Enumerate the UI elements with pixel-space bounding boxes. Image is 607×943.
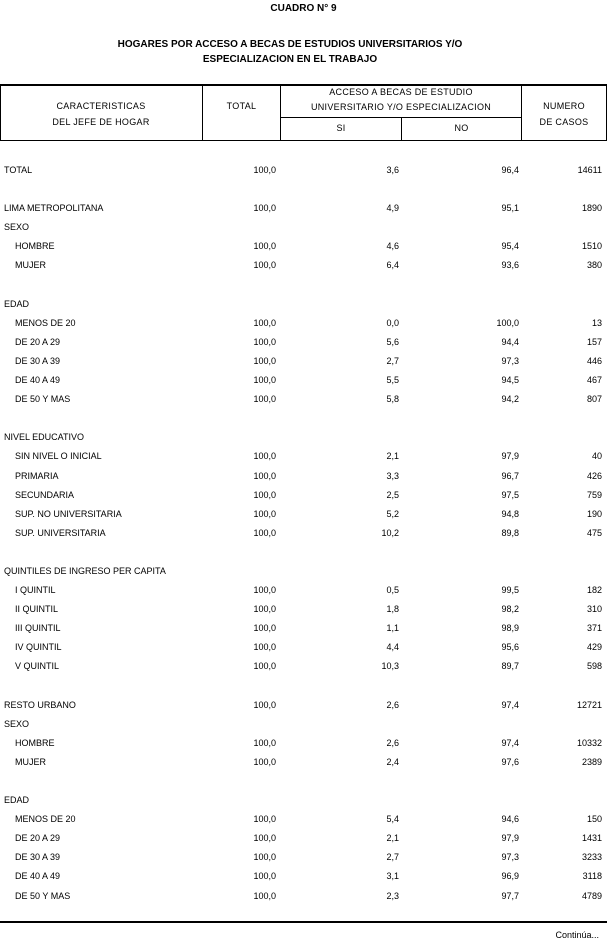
table-row [0, 791, 607, 810]
cell-casos: 759 [586, 489, 602, 500]
table-row [0, 390, 607, 409]
cell-casos: 310 [586, 604, 602, 615]
cell-si: 5,5 [386, 375, 399, 386]
cell-si: 4,4 [386, 642, 399, 653]
cell-no: 94,4 [501, 336, 519, 347]
row-label: DE 30 A 39 [15, 355, 61, 366]
row-label: DE 20 A 29 [15, 833, 61, 844]
header-subrule [280, 117, 522, 118]
cell-casos: 598 [586, 661, 602, 672]
table-row [0, 810, 607, 829]
table-row [0, 562, 607, 581]
spacer-row [0, 276, 607, 295]
table-row [0, 887, 607, 906]
cell-total: 100,0 [253, 871, 276, 882]
table-row [0, 295, 607, 314]
cell-si: 4,6 [386, 241, 399, 252]
row-label: I QUINTIL [15, 585, 56, 596]
cell-si: 5,4 [386, 814, 399, 825]
cell-si: 1,1 [386, 623, 399, 634]
cell-si: 2,5 [386, 489, 399, 500]
row-label: MUJER [15, 260, 46, 271]
cell-no: 94,5 [501, 375, 519, 386]
table-row [0, 447, 607, 466]
cell-total: 100,0 [253, 527, 276, 538]
table-row [0, 696, 607, 715]
table-row [0, 467, 607, 486]
cell-casos: 371 [586, 623, 602, 634]
cell-total: 100,0 [253, 508, 276, 519]
table-row [0, 333, 607, 352]
cell-total: 100,0 [253, 852, 276, 863]
cell-total: 100,0 [253, 737, 276, 748]
cell-no: 97,9 [501, 451, 519, 462]
cell-total: 100,0 [253, 375, 276, 386]
cell-total: 100,0 [253, 756, 276, 767]
spacer-row [0, 180, 607, 199]
cell-si: 2,7 [386, 355, 399, 366]
row-label: DE 40 A 49 [15, 375, 61, 386]
row-label: RESTO URBANO [4, 699, 76, 710]
spacer-row [0, 409, 607, 428]
table-row [0, 161, 607, 180]
cell-no: 98,2 [501, 604, 519, 615]
header-acceso: ACCESO A BECAS DE ESTUDIO UNIVERSITARIO Y/O ESPECIALIZACION [310, 87, 492, 112]
row-label: HOMBRE [15, 241, 55, 252]
header-total: TOTAL [226, 101, 257, 111]
table-row [0, 199, 607, 218]
cell-si: 2,3 [386, 890, 399, 901]
cell-no: 89,7 [501, 661, 519, 672]
cell-total: 100,0 [253, 833, 276, 844]
cell-no: 99,5 [501, 585, 519, 596]
cell-casos: 157 [586, 336, 602, 347]
cell-total: 100,0 [253, 642, 276, 653]
cell-total: 100,0 [253, 814, 276, 825]
cell-total: 100,0 [253, 699, 276, 710]
cell-casos: 1510 [581, 241, 602, 252]
cell-no: 97,9 [501, 833, 519, 844]
cell-no: 96,7 [501, 470, 519, 481]
row-label: HOMBRE [15, 737, 55, 748]
cell-casos: 429 [586, 642, 602, 653]
row-label: QUINTILES DE INGRESO PER CAPITA [4, 565, 166, 576]
row-label: PRIMARIA [15, 470, 59, 481]
row-label: IV QUINTIL [15, 642, 62, 653]
cell-si: 10,3 [381, 661, 399, 672]
table-row [0, 657, 607, 676]
table-row [0, 638, 607, 657]
cell-casos: 380 [586, 260, 602, 271]
cell-casos: 475 [586, 527, 602, 538]
row-label: V QUINTIL [15, 661, 60, 672]
cell-si: 5,2 [386, 508, 399, 519]
table-body [0, 161, 607, 906]
cell-total: 100,0 [253, 394, 276, 405]
cell-si: 3,3 [386, 470, 399, 481]
header-caracteristicas: CARACTERISTICAS DEL JEFE DE HOGAR [52, 101, 150, 127]
cell-total: 100,0 [253, 317, 276, 328]
row-label: SIN NIVEL O INICIAL [15, 451, 102, 462]
cell-casos: 426 [586, 470, 602, 481]
row-label: DE 50 Y MAS [15, 394, 71, 405]
cell-casos: 467 [586, 375, 602, 386]
header-numero-casos: NUMERO DE CASOS [539, 101, 589, 127]
cell-casos: 150 [586, 814, 602, 825]
cell-no: 94,8 [501, 508, 519, 519]
row-label: SEXO [4, 222, 30, 233]
table-row [0, 486, 607, 505]
cell-casos: 4789 [581, 890, 602, 901]
cell-total: 100,0 [253, 489, 276, 500]
table-row [0, 256, 607, 275]
row-label: III QUINTIL [15, 623, 61, 634]
cell-total: 100,0 [253, 470, 276, 481]
cell-total: 100,0 [253, 623, 276, 634]
cell-casos: 40 [591, 451, 602, 462]
cell-casos: 1431 [581, 833, 602, 844]
cell-si: 2,1 [386, 833, 399, 844]
table-row [0, 867, 607, 886]
cell-si: 1,8 [386, 604, 399, 615]
row-label: EDAD [4, 298, 30, 309]
cell-no: 97,5 [501, 489, 519, 500]
row-label: DE 20 A 29 [15, 336, 61, 347]
table-row [0, 753, 607, 772]
cell-no: 97,4 [501, 737, 519, 748]
cell-si: 3,6 [386, 165, 399, 175]
table-row [0, 524, 607, 543]
cell-casos: 10332 [576, 737, 602, 748]
table-row [0, 428, 607, 447]
cell-no: 96,9 [501, 871, 519, 882]
cell-si: 5,6 [386, 336, 399, 347]
cell-casos: 3118 [582, 871, 602, 882]
cell-no: 95,1 [501, 203, 519, 214]
row-label: MENOS DE 20 [15, 814, 76, 825]
row-label: EDAD [4, 795, 30, 806]
cell-casos: 446 [586, 355, 602, 366]
table-row [0, 505, 607, 524]
cell-total: 100,0 [253, 604, 276, 615]
row-label: SUP. UNIVERSITARIA [15, 527, 106, 538]
cell-no: 93,6 [501, 260, 519, 271]
cell-si: 0,0 [386, 317, 399, 328]
cell-casos: 13 [591, 317, 602, 328]
cell-no: 97,4 [501, 699, 519, 710]
cell-si: 4,9 [386, 203, 399, 214]
cell-no: 94,6 [501, 814, 519, 825]
header-si: SI [336, 123, 346, 133]
row-label: DE 40 A 49 [15, 871, 61, 882]
table-bottom-rule [0, 921, 607, 923]
row-label: SUP. NO UNIVERSITARIA [15, 508, 122, 519]
cell-total: 100,0 [253, 661, 276, 672]
cell-si: 2,6 [386, 699, 399, 710]
cell-total: 100,0 [253, 890, 276, 901]
cell-total: 100,0 [253, 336, 276, 347]
cell-no: 97,7 [501, 890, 519, 901]
table-row [0, 314, 607, 333]
row-label: SEXO [4, 718, 30, 729]
table-title-line-2: ESPECIALIZACION EN EL TRABAJO [202, 54, 378, 65]
row-label: SECUNDARIA [15, 489, 75, 500]
table-row [0, 848, 607, 867]
cell-no: 95,6 [501, 642, 519, 653]
cell-no: 97,3 [501, 852, 519, 863]
cell-total: 100,0 [253, 260, 276, 271]
table-row [0, 218, 607, 237]
spacer-row [0, 677, 607, 696]
table-row [0, 237, 607, 256]
row-label: TOTAL [4, 165, 33, 175]
cell-no: 97,6 [501, 756, 519, 767]
header-bottom-rule [0, 140, 607, 141]
cell-total: 100,0 [253, 585, 276, 596]
cell-si: 6,4 [386, 260, 399, 271]
cell-total: 100,0 [253, 165, 276, 175]
cell-casos: 3233 [581, 852, 602, 863]
cell-casos: 807 [586, 394, 602, 405]
table-row [0, 600, 607, 619]
continua-note: Continúa... [555, 930, 599, 940]
cell-total: 100,0 [253, 451, 276, 462]
cell-no: 98,9 [501, 623, 519, 634]
cell-si: 2,4 [386, 756, 399, 767]
table-row [0, 829, 607, 848]
spacer-row [0, 772, 607, 791]
cell-casos: 2389 [581, 756, 602, 767]
table-title-line-1: HOGARES POR ACCESO A BECAS DE ESTUDIOS UNIVERSITARIOS Y/O [117, 39, 463, 50]
row-label: LIMA METROPOLITANA [4, 203, 104, 214]
spacer-row [0, 543, 607, 562]
table-row [0, 715, 607, 734]
cell-casos: 1890 [581, 203, 602, 214]
table-row [0, 581, 607, 600]
cell-casos: 190 [586, 508, 602, 519]
cell-no: 100,0 [496, 317, 519, 328]
cell-no: 95,4 [501, 241, 519, 252]
header-no: NO [454, 123, 469, 133]
table-number: CUADRO N° 9 [270, 3, 337, 14]
cell-si: 3,1 [386, 871, 399, 882]
row-label: MENOS DE 20 [15, 317, 76, 328]
table-row [0, 734, 607, 753]
cell-casos: 14611 [577, 165, 602, 175]
cell-no: 97,3 [501, 355, 519, 366]
row-label: NIVEL EDUCATIVO [4, 432, 85, 443]
cell-si: 2,1 [386, 451, 399, 462]
table-title [30, 37, 550, 67]
cell-total: 100,0 [253, 241, 276, 252]
cell-no: 96,4 [501, 165, 519, 175]
row-label: MUJER [15, 756, 46, 767]
table-row [0, 352, 607, 371]
cell-si: 5,8 [386, 394, 399, 405]
cell-si: 10,2 [381, 527, 399, 538]
cell-no: 94,2 [501, 394, 519, 405]
cell-si: 0,5 [386, 585, 399, 596]
cell-si: 2,7 [386, 852, 399, 863]
cell-casos: 182 [586, 585, 602, 596]
table-row [0, 619, 607, 638]
row-label: DE 50 Y MAS [15, 890, 71, 901]
row-label: DE 30 A 39 [15, 852, 61, 863]
table-row [0, 371, 607, 390]
cell-total: 100,0 [253, 355, 276, 366]
cell-total: 100,0 [253, 203, 276, 214]
cell-si: 2,6 [386, 737, 399, 748]
row-label: II QUINTIL [15, 604, 59, 615]
cell-no: 89,8 [501, 527, 519, 538]
cell-casos: 12721 [576, 699, 602, 710]
